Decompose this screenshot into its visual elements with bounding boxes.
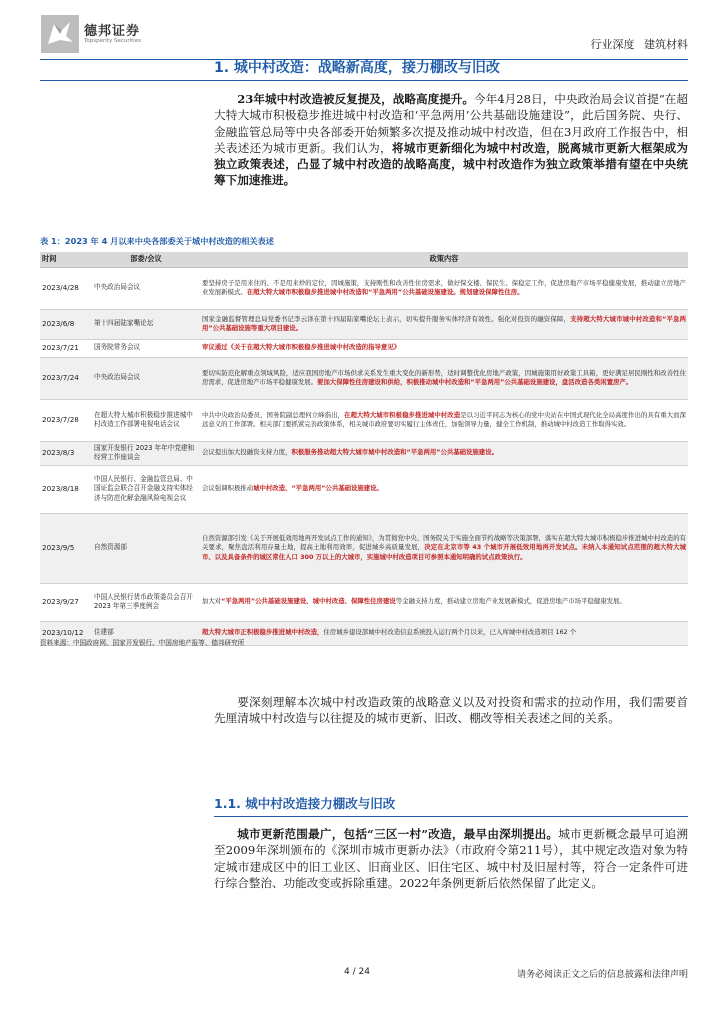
- row-highlight: 决定在北京市等 43 个城市开展低效用地再开发试点。未纳入本通知试点范围的超大特大城市、以及具备条件的城区常住人口 300 万以上的大城市，实施城中村改造项目可参照本通知明确的试点政策执行。: [202, 543, 686, 561]
- urban-renewal-paragraph: [214, 826, 688, 891]
- row-content: 加大对“平急两用”公共基础设施建设、城中村改造、保障性住房建设等金融支持力度，推动建立房地产业发展新模式，促进房地产市场平稳健康发展。: [200, 583, 688, 621]
- row-content: 要切实防范化解重点领域风险，适应我国房地产市场供求关系发生重大变化的新形势，适时调整优化房地产政策，因城施策用好政策工具箱，更好满足居民刚性和改善性住房需求，促进房地产市场平稳健康发展。要加大保障性住房建设和供给，积极推动城中村改造和“平急两用”公共基础设施建设，盘活改造各类闲置房产。: [200, 357, 688, 399]
- intro-lead: 23年城中村改造被反复提及，战略高度提升。: [237, 92, 475, 106]
- row-dept: 在超大特大城市积极稳步推进城中村改造工作部署电视电话会议: [92, 399, 200, 441]
- row-content: 会议提出加大投融资支持力度，积极服务推动超大特大城市城中村改造和“平急两用”公共基础设施建设。: [200, 441, 688, 465]
- industry-name: 建筑材料: [644, 38, 688, 51]
- row-highlight: 要加大保障性住房建设和供给，积极推动城中村改造和“平急两用”公共基础设施建设，盘活改造各类闲置房产。: [317, 378, 633, 386]
- row-date: 2023/7/28: [40, 399, 92, 441]
- row-content: [200, 339, 688, 357]
- row-highlight: 超大特大城市正积极稳步推进城中村改造，: [202, 628, 324, 637]
- row-dept: 中国人民银行货币政策委员会召开 2023 年第三季度例会: [92, 583, 200, 621]
- table-row: [40, 399, 688, 441]
- intro-body: 今年4月28日，中央政治局会议首提“在超大特大城市积极稳步推进城中村改造和‘平急两用’公共基础设施建设”，此后国务院、央行、金融监管总局等中央各部委开始频繁多次提及推动城中村改造，但在3月政府工作报告中，相关表述还为城市更新。我们认为，: [214, 92, 688, 155]
- row-highlight: 积极服务推动超大特大城市城中村改造和“平急两用”公共基础设施建设。: [291, 448, 498, 457]
- table-title: 表 1：2023 年 4 月以来中央各部委关于城中村改造的相关表述: [40, 236, 274, 246]
- row-dept: 中国人民银行、金融监管总局、中国证监会联合召开金融支持实体经济与防范化解金融风险电视会议: [92, 465, 200, 513]
- row-date: 2023/8/18: [40, 465, 92, 513]
- row-dept: 住建部: [92, 621, 200, 645]
- header-time: 时间: [40, 252, 92, 267]
- row-content: 自然资源部引发《关于开展低效用地再开发试点工作的通知》，为贯彻党中央、国务院关于实施全面节约战略等决策部署，落实在超大特大城市积极稳步推进城中村改造的有关要求，聚焦盘活利用存量土地，提高土地利用效率，促进城乡高质量发展，决定在北京市等 43 个城市开展低效用地再开发试点。未纳入本通知试点范围的超大特大城市、以及具备条件的城区常住人口 300 万以上的大城市，实施城中村改造项目可参照本通知明确的试点政策执行。: [200, 513, 688, 583]
- row-date: 2023/7/21: [40, 339, 92, 357]
- row-date: 2023/4/28: [40, 267, 92, 309]
- intro-conclusion: 将城市更新细化为城中村改造，脱离城市更新大框架成为独立政策表述，凸显了城中村改造的战略高度，城中村改造作为独立政策举措有望在中央统筹下加速推进。: [214, 140, 688, 188]
- logo-name: 德邦证券: [84, 24, 141, 39]
- row-date: 2023/6/8: [40, 309, 92, 339]
- table-header-row: [40, 252, 688, 267]
- row-dept: 中央政治局会议: [92, 357, 200, 399]
- table-row: [40, 465, 688, 513]
- intro-paragraph: [214, 91, 688, 189]
- table-row: [40, 513, 688, 583]
- row-date: 2023/7/24: [40, 357, 92, 399]
- section-divider: [40, 80, 688, 81]
- table-source: 资料来源：中国政府网、国家开发银行、中国房地产报等、德邦研究所: [40, 639, 245, 647]
- table-row: [40, 339, 688, 357]
- legal-disclaimer: 请务必阅读正文之后的信息披露和法律声明: [516, 970, 688, 980]
- page-number: 4 / 24: [344, 967, 370, 977]
- row-date: 2023/10/12: [40, 621, 92, 645]
- header-dept: 部委/会议: [92, 252, 200, 267]
- header-content: 政策内容: [200, 252, 688, 267]
- row-dept: 国务院常务会议: [92, 339, 200, 357]
- urban-renewal-body: 城市更新概念最早可追溯至2009年深圳颁布的《深圳市城市更新办法》（市政府令第211号），其中规定改造对象为特定城市建成区中的旧工业区、旧商业区、旧住宅区、城中村及旧屋村等，符合一定条件可进行综合整治、功能改变或拆除重建。2022年条例更新后依然保留了此定义。: [214, 827, 688, 890]
- row-highlight: 在超大特大城市积极稳步推进城中村改造: [344, 410, 461, 419]
- row-content: 要坚持房子是用来住的、不是用来炒的定位，因城施策，支持刚性和改善性住房需求，做好保交楼、保民生、保稳定工作，促进房地产市场平稳健康发展，推动建立房地产业发展新模式。在超大特大城市积极稳步推进城中村改造和“平急两用”公共基础设施建设。规划建设保障性住房。: [200, 267, 688, 309]
- page-header: [40, 14, 688, 58]
- urban-renewal-lead: 城市更新范围最广，包括“三区一村”改造，最早由深圳提出。: [237, 827, 559, 841]
- row-date: 2023/9/5: [40, 513, 92, 583]
- section-title: 1. 城中村改造：战略新高度，接力棚改与旧改: [214, 60, 500, 76]
- row-date: 2023/8/3: [40, 441, 92, 465]
- debang-logo-icon: [40, 14, 80, 54]
- row-dept: 中央政治局会议: [92, 267, 200, 309]
- row-date: 2023/9/27: [40, 583, 92, 621]
- row-content: 中共中央政治局委员、国务院副总理何立峰指出，在超大特大城市积极稳步推进城中村改造是以习近平同志为核心的党中央站在中国式现代化全局高度作出的具有重大而深远意义的工作部署。相关部门要抓紧完善政策体系，相关城市政府要切实履行主体责任，加强领导力量，健全工作机制，推动城中村改造工作取得实效。: [200, 399, 688, 441]
- row-highlight: 审议通过《关于在超大特大城市积极稳步推进城中村改造的指导意见》: [202, 343, 401, 352]
- table-row: [40, 441, 688, 465]
- row-content: 会议强调积极推动城中村改造、“平急两用”公共基础设施建设。: [200, 465, 688, 513]
- relation-paragraph: 要深刻理解本次城中村改造政策的战略意义以及对投资和需求的拉动作用，我们需要首先厘清城中村改造与以往提及的城市更新、旧改、棚改等相关表述之间的关系。: [214, 695, 688, 726]
- report-type: 行业深度: [590, 38, 635, 51]
- table-row: [40, 583, 688, 621]
- subsection-divider: [214, 816, 688, 817]
- table-row: [40, 267, 688, 309]
- logo-subtitle: Topsperity Securities: [84, 38, 142, 44]
- table-row: [40, 357, 688, 399]
- row-content: 国家金融监督管理总局党委书记李云泽在第十四届陆家嘴论坛上表示，切实提升服务实体经济有效性。强化对投资的融资保障，支持超大特大城市城中村改造和“平急两用”公共基础设施等重大项目建设。: [200, 309, 688, 339]
- row-dept: 国家开发银行 2023 年年中党建和经营工作座谈会: [92, 441, 200, 465]
- subsection-title: 1.1. 城中村改造接力棚改与旧改: [214, 796, 396, 811]
- policy-table: [40, 252, 688, 646]
- row-highlight: 在超大特大城市积极稳步推进城中村改造和“平急两用”公共基础设施建设。规划建设保障性住房。: [246, 288, 524, 296]
- header-category: [591, 36, 689, 52]
- row-highlight: 支持超大特大城市城中村改造和“平急两用”公共基础设施等重大项目建设。: [202, 314, 686, 332]
- row-highlight: 城中村改造、“平急两用”公共基础设施建设。: [253, 484, 383, 493]
- row-dept: 第十四届陆家嘴论坛: [92, 309, 200, 339]
- table-row: [40, 309, 688, 339]
- row-dept: 自然资源部: [92, 513, 200, 583]
- row-highlight: “平急两用”公共基础设施建设、城中村改造、保障性住房建设: [221, 597, 396, 606]
- row-content: 超大特大城市正积极稳步推进城中村改造，住房城乡建设部城中村改造信息系统投入运行两个月以来，已入库城中村改造项目 162 个: [200, 621, 688, 645]
